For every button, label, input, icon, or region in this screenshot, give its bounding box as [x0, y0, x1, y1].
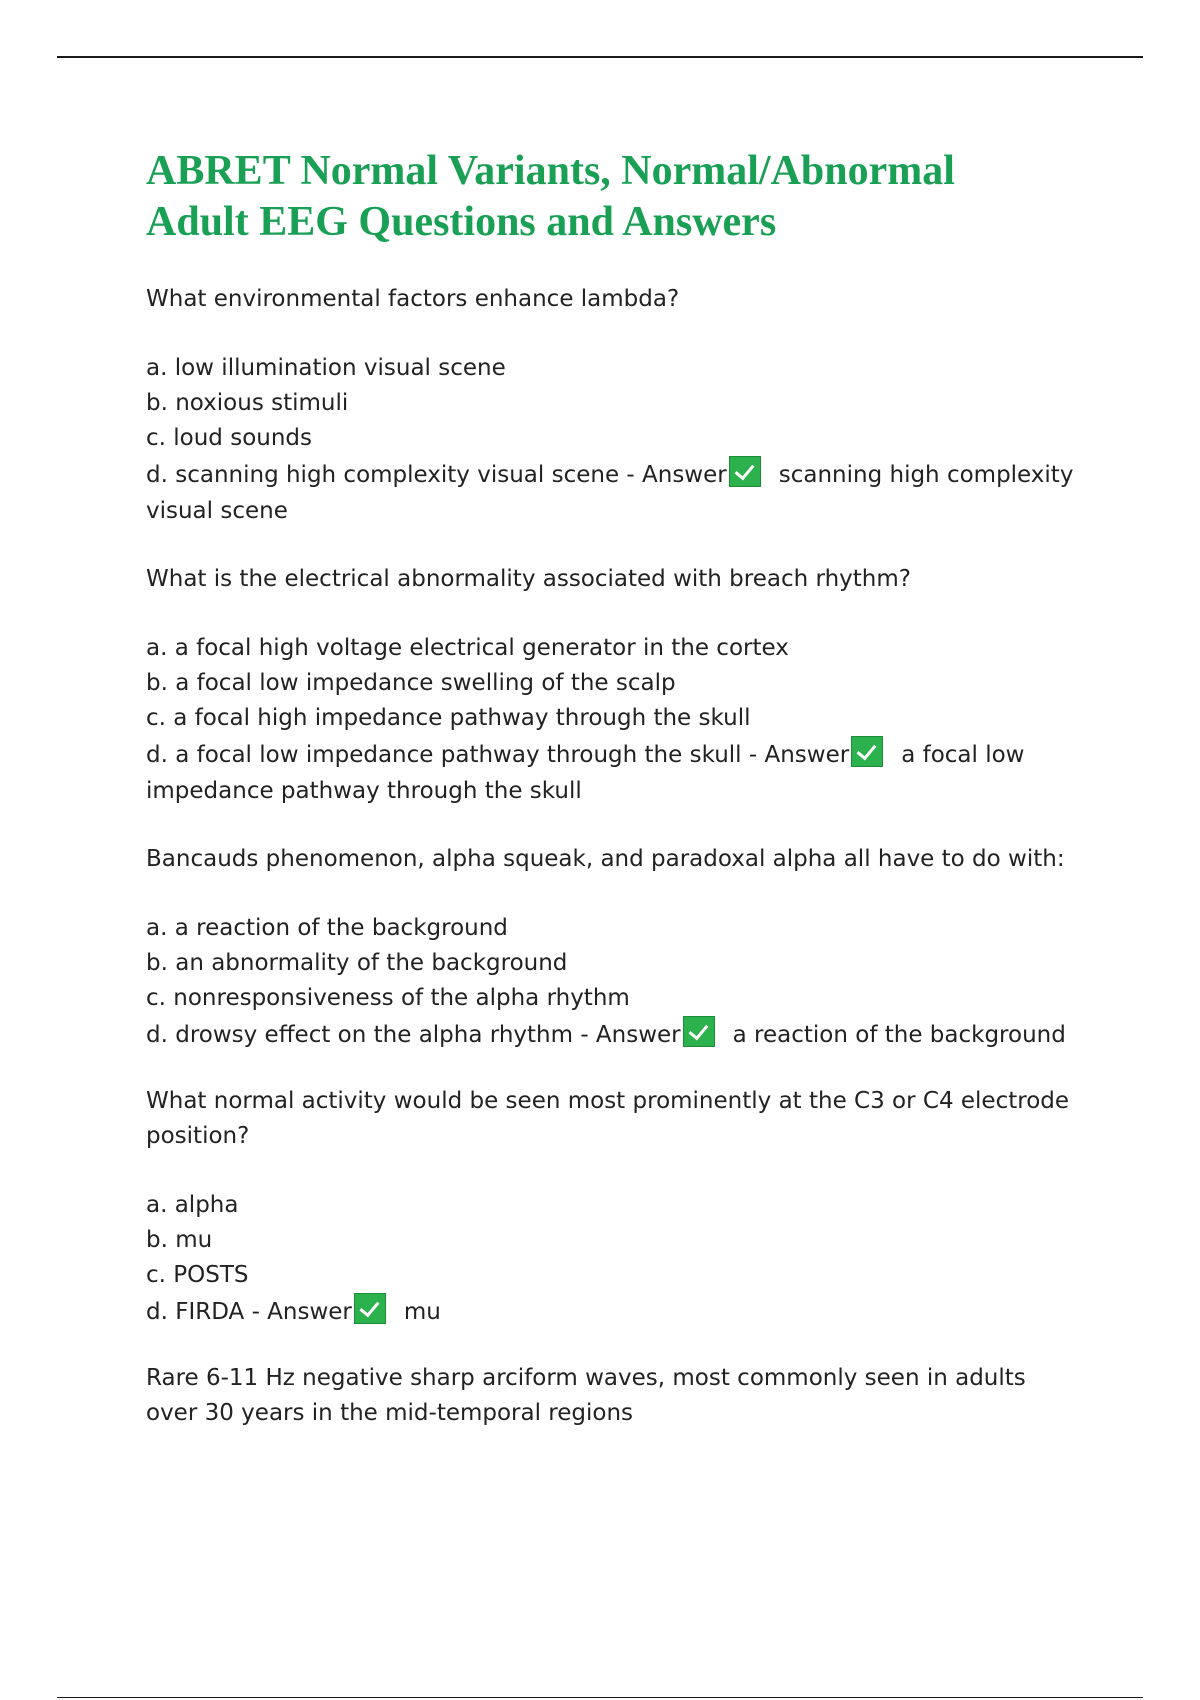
option-c: c. loud sounds — [146, 425, 313, 451]
answer-text: scanning high complexity visual scene — [146, 462, 1074, 524]
bottom-rule — [57, 1697, 1143, 1698]
options-list — [146, 911, 1076, 1053]
check-icon — [851, 736, 883, 767]
option-d: d. a focal low impedance pathway through the skull - Answer — [146, 742, 850, 768]
option-a: a. low illumination visual scene — [146, 355, 506, 381]
option-b: b. a focal low impedance swelling of the scalp — [146, 670, 676, 696]
answer-text: a reaction of the background — [732, 1022, 1066, 1048]
option-a: a. a focal high voltage electrical generator in the cortex — [146, 635, 789, 661]
question-block-1 — [146, 282, 1076, 529]
question-text: What is the electrical abnormality associated with breach rhythm? — [146, 566, 911, 592]
option-c: c. POSTS — [146, 1262, 249, 1288]
check-icon — [354, 1293, 386, 1324]
option-b: b. noxious stimuli — [146, 390, 349, 416]
option-d: d. scanning high complexity visual scene - Answer — [146, 462, 727, 488]
question-text: What environmental factors enhance lambda? — [146, 286, 680, 312]
option-d: d. drowsy effect on the alpha rhythm - Answer — [146, 1022, 681, 1048]
answer-text: a focal low impedance pathway through the skull — [146, 742, 1025, 804]
option-a: a. alpha — [146, 1192, 239, 1218]
option-d-with-answer — [146, 456, 1076, 529]
question-text: What normal activity would be seen most prominently at the C3 or C4 electrode position? — [146, 1088, 1070, 1149]
title-line-1: ABRET Normal Variants, Normal/Abnormal — [146, 148, 955, 194]
option-c: c. nonresponsiveness of the alpha rhythm — [146, 985, 630, 1011]
answer-text: mu — [403, 1299, 441, 1325]
options-list — [146, 351, 1076, 529]
option-d-with-answer — [146, 736, 1076, 809]
question-block-5 — [146, 1361, 1076, 1431]
question-block-3 — [146, 842, 1076, 1053]
option-d: d. FIRDA - Answer — [146, 1299, 352, 1325]
option-c: c. a focal high impedance pathway through the skull — [146, 705, 751, 731]
option-d-with-answer — [146, 1293, 1076, 1330]
options-list — [146, 631, 1076, 809]
question-text: Rare 6-11 Hz negative sharp arciform waves, most commonly seen in adults over 30 years in the mid-temporal regions — [146, 1365, 1026, 1426]
question-block-4 — [146, 1084, 1076, 1330]
question-block-2 — [146, 562, 1076, 809]
option-b: b. mu — [146, 1227, 213, 1253]
document-body — [146, 146, 1076, 1431]
check-icon — [729, 456, 761, 487]
option-b: b. an abnormality of the background — [146, 950, 568, 976]
option-a: a. a reaction of the background — [146, 915, 508, 941]
top-rule — [57, 56, 1143, 58]
document-title — [146, 146, 1076, 248]
options-list — [146, 1188, 1076, 1330]
title-line-2: Adult EEG Questions and Answers — [146, 199, 777, 245]
option-d-with-answer — [146, 1016, 1076, 1053]
check-icon — [683, 1016, 715, 1047]
question-text: Bancauds phenomenon, alpha squeak, and paradoxal alpha all have to do with: — [146, 846, 1065, 872]
